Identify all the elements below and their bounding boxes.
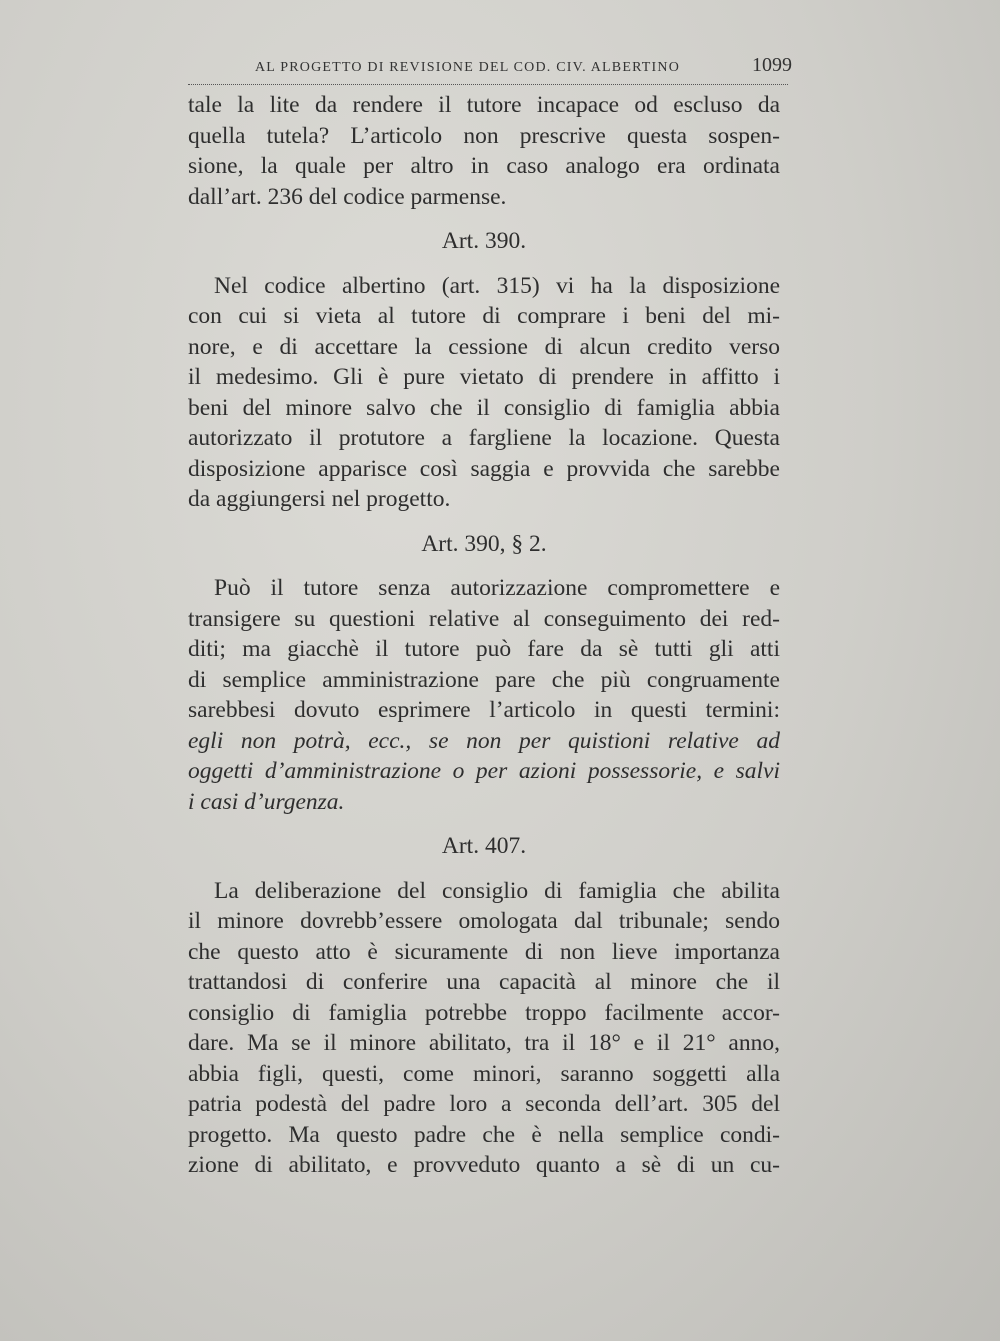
text-line: zione di abilitato, e provveduto quanto a sè di un cu- [188,1152,780,1178]
text-line: sione, la quale per altro in caso analogo era ordinata [188,153,780,179]
text-line: nore, e di accettare la cessione di alcun credito verso [188,333,780,360]
article-heading: Art. 407. [441,833,527,859]
text-line: transigere su questioni relative al conseguimento dei red- [188,605,780,632]
text-line: abbia figli, questi, come minori, saranno soggetti alla [188,1060,780,1087]
text-line: il minore dovrebb’essere omologata dal tribunale; sendo [188,908,780,934]
text-line: dare. Ma se il minore abilitato, tra il 18° e il 21° anno, [188,1030,780,1056]
text-line: trattandosi di conferire una capacità al minore che il [188,969,780,995]
paragraph [188,876,780,1181]
text-line: quella tutela? L’articolo non prescrive questa sospen- [188,122,780,149]
article-heading: Art. 390. [441,228,527,254]
text-line: che questo atto è sicuramente di non lieve importanza [188,938,780,965]
text-line: da aggiungersi nel progetto. [188,486,451,512]
text-line: il medesimo. Gli è pure vietato di prendere in affitto i [188,364,780,390]
text-line: patria podestà del padre loro a seconda dell’art. 305 del [188,1091,780,1117]
text-line: progetto. Ma questo padre che è nella semplice condi- [188,1121,780,1148]
running-head: AL PROGETTO DI REVISIONE DEL COD. CIV. ALBERTINO [255,60,681,75]
article-heading: Art. 390, § 2. [421,530,547,557]
text-line: egli non potrà, ecc., se non per quistioni relative ad [188,727,780,754]
text-line: Può il tutore senza autorizzazione compromettere e [214,575,780,601]
text-line: tale la lite da rendere il tutore incapace od escluso da [188,92,780,118]
text-line: i casi d’urgenza. [188,788,345,815]
text-line: Nel codice albertino (art. 315) vi ha la disposizione [214,272,780,299]
body-text [188,90,780,1181]
text-line: disposizione apparisce così saggia e provvida che sarebbe [188,455,780,482]
text-line: consiglio di famiglia potrebbe troppo facilmente accor- [188,999,780,1026]
page-header [255,54,800,77]
text-line: di semplice amministrazione pare che più congruamente [188,666,780,693]
text-line: beni del minore salvo che il consiglio di famiglia abbia [188,394,780,421]
text-line: diti; ma giacchè il tutore può fare da sè tutti gli atti [188,636,780,662]
text-line: oggetti d’amministrazione o per azioni possessorie, e salvi [188,758,780,784]
paragraph [188,271,780,515]
text-line: dall’art. 236 del codice parmense. [188,183,507,210]
text-line: La deliberazione del consiglio di famiglia che abilita [214,877,780,904]
page-number: 1099 [752,54,792,76]
paragraph [188,573,780,817]
text-line: con cui si vieta al tutore di comprare i beni del mi- [188,303,780,329]
text-line: sarebbesi dovuto esprimere l’articolo in questi termini: [188,697,780,723]
text-line: autorizzato il protutore a fargliene la locazione. Questa [188,425,780,451]
paragraph [188,90,780,212]
header-rule [188,84,788,85]
